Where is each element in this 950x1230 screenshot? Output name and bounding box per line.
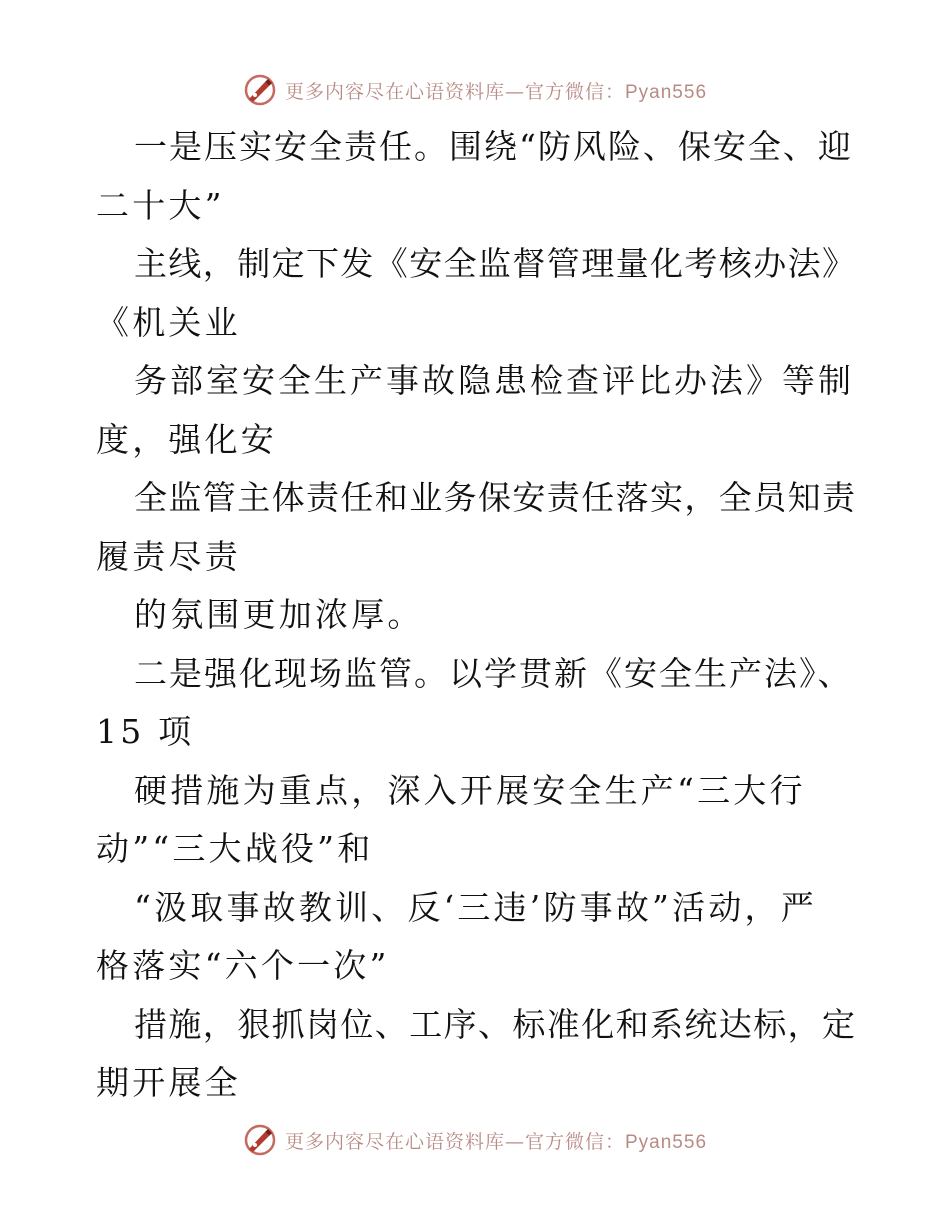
text-line: 的氛围更加浓厚。 — [134, 595, 424, 634]
text-line: “汲取事故教训、反‘三违’防事故”活动，严 — [134, 887, 817, 927]
text-line: 二是强化现场监管。以学贯新《安全生产法》、 — [134, 653, 853, 693]
text-line: 务部室安全生产事故隐患检查评比办法》等制 — [134, 361, 854, 400]
text-line: 动”“三大战役”和 — [96, 829, 374, 868]
text-line: 一是压实安全责任。围绕“防风险、保安全、迎 — [134, 127, 853, 166]
header-watermark — [0, 70, 950, 110]
watermark-text: 更多内容尽在心语资料库—官方微信：Pyan556 — [284, 1130, 708, 1153]
watermark-text: 更多内容尽在心语资料库—官方微信：Pyan556 — [284, 80, 708, 103]
text-line: 《机关业 — [96, 302, 241, 342]
footer-watermark — [0, 1120, 950, 1160]
text-line: 主线，制定下发《安全监督管理量化考核办法》 — [134, 244, 857, 283]
text-line: 硬措施为重点，深入开展安全生产“三大行 — [134, 770, 806, 810]
text-line: 度，强化安 — [96, 419, 277, 459]
body-text — [96, 118, 856, 1113]
text-line: 措施，狠抓岗位、工序、标准化和系统达标，定 — [134, 1004, 857, 1044]
text-line: 履责尽责 — [96, 536, 241, 576]
text-line: 格落实“六个一次” — [96, 946, 390, 985]
text-line: 二十大” — [96, 185, 225, 225]
text-line: 期开展全 — [96, 1063, 241, 1102]
text-line: 15 项 — [96, 712, 195, 751]
text-line: 全监管主体责任和业务保安责任落实，全员知责 — [134, 478, 857, 517]
pen-logo-icon — [243, 73, 277, 107]
pen-logo-icon — [243, 1123, 277, 1157]
